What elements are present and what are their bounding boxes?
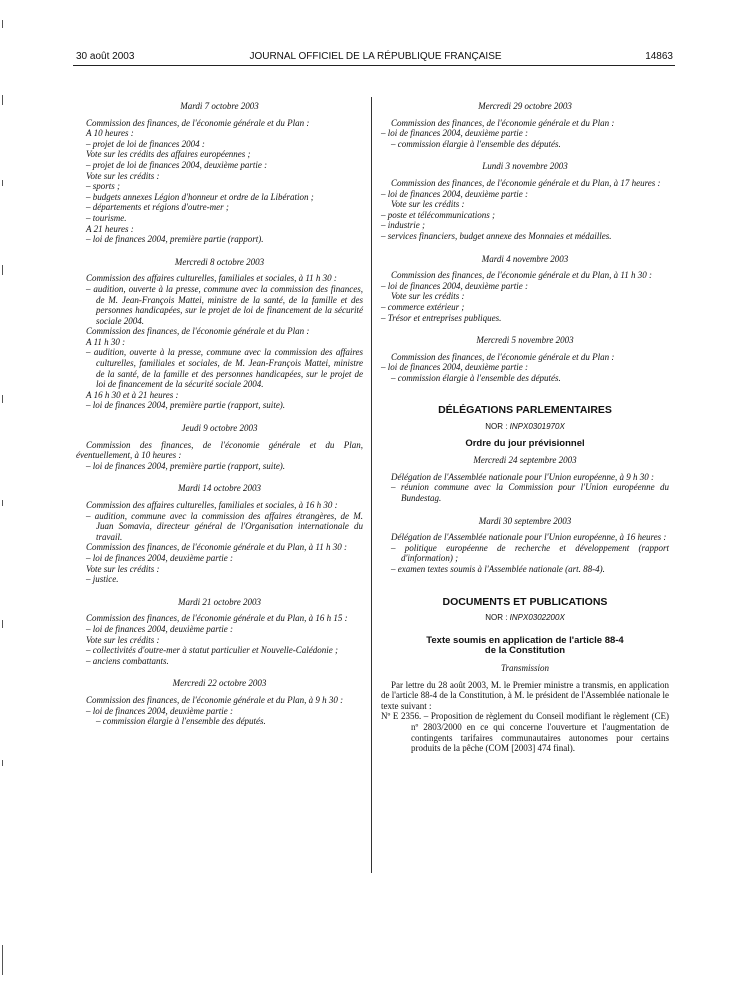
delegation-line: Délégation de l'Assemblée nationale pour l'Union européenne, à 16 heures : (391, 532, 667, 543)
right-column (381, 101, 669, 754)
agenda-item: – poste et télécommunications ; (381, 209, 495, 220)
section-date: Mercredi 22 octobre 2003 (172, 678, 267, 689)
agenda-item: – audition, ouverte à la presse, commune avec la commission des affaires culturelles, familiales et sociales, de M. Jean-François Mattei, ministre de la santé, de la famille et des personnes handicapées, sur le projet de loi de financement de la sécurité sociale 2004. (86, 347, 363, 390)
agenda-item: – commission élargie à l'ensemble des députés. (391, 372, 561, 383)
journal-title: JOURNAL OFFICIEL DE LA RÉPUBLIQUE FRANÇAISE (249, 51, 502, 62)
vote-line: Vote sur les crédits : (391, 291, 465, 302)
nor-reference: NOR : INPX0302200X (485, 613, 565, 623)
delegation-line: Délégation de l'Assemblée nationale pour l'Union européenne, à 9 h 30 : (391, 471, 654, 482)
agenda-item: – commerce extérieur ; (381, 301, 465, 312)
commission-line: Commission des finances, de l'économie générale et du Plan, à 16 h 15 : (86, 613, 348, 624)
agenda-item: – départements et régions d'outre-mer ; (86, 202, 229, 213)
documents-subheading: Texte soumis en application de l'article 88-4 de la Constitution (426, 634, 624, 657)
header-date: 30 août 2003 (76, 51, 135, 62)
commission-line: Commission des finances, de l'économie générale et du Plan : (86, 117, 310, 128)
section-date: Mercredi 24 septembre 2003 (473, 455, 577, 466)
section-date: Mercredi 5 novembre 2003 (476, 335, 574, 346)
left-column (76, 101, 363, 727)
column-divider (371, 97, 372, 873)
agenda-item: – projet de loi de finances 2004 : (86, 138, 205, 149)
agenda-item: – services financiers, budget annexe des Monnaies et médailles. (381, 230, 612, 241)
vote-line: Vote sur les crédits : (86, 170, 160, 181)
section-date: Mardi 7 octobre 2003 (180, 101, 259, 111)
agenda-item: – loi de finances 2004, deuxième partie : (381, 280, 528, 291)
vote-line: Vote sur les crédits des affaires européennes ; (86, 149, 251, 160)
agenda-item: – collectivités d'outre-mer à statut particulier et Nouvelle-Calédonie ; (86, 645, 339, 656)
agenda-item: – justice. (86, 574, 119, 585)
time-line: A 11 h 30 : (86, 336, 126, 347)
section-date: Mercredi 8 octobre 2003 (174, 256, 265, 267)
agenda-item: – loi de finances 2004, deuxième partie : (381, 362, 528, 373)
agenda-item: – loi de finances 2004, deuxième partie : (381, 188, 528, 199)
commission-line: Commission des finances, de l'économie générale et du Plan, à 17 heures : (391, 177, 661, 188)
commission-line: Commission des finances, de l'économie générale et du Plan, à 11 h 30 : (391, 270, 652, 281)
commission-line: Commission des affaires culturelles, familiales et sociales, à 11 h 30 : (86, 273, 337, 284)
vote-line: Vote sur les crédits : (86, 563, 160, 574)
agenda-item: – loi de finances 2004, première partie (rapport, suite). (86, 400, 286, 411)
commission-line: Commission des finances, de l'économie générale et du Plan, à 9 h 30 : (86, 694, 344, 705)
commission-line: Commission des finances, de l'économie générale et du Plan, à 11 h 30 : (86, 542, 347, 553)
agenda-item: – réunion commune avec la Commission pour l'Union européenne du Bundestag. (391, 482, 669, 504)
agenda-item: – loi de finances 2004, première partie (rapport). (86, 234, 264, 245)
delegations-heading: DÉLÉGATIONS PARLEMENTAIRES (438, 404, 612, 417)
agenda-item: – loi de finances 2004, deuxième partie : (86, 552, 233, 563)
agenda-item: – loi de finances 2004, deuxième partie : (86, 705, 233, 716)
agenda-item: – sports ; (86, 181, 121, 192)
commission-line: Commission des affaires culturelles, familiales et sociales, à 16 h 30 : (86, 500, 338, 510)
nor-reference: NOR : INPX0301970X (485, 422, 565, 432)
agenda-item: – audition, commune avec la commission des affaires étrangères, de M. Juan Somavia, directeur général de l'Organisation internationale du travail. (86, 510, 363, 542)
agenda-item: – anciens combattants. (86, 655, 169, 666)
agenda-item: – commission élargie à l'ensemble des députés. (391, 138, 561, 149)
section-date: Jeudi 9 octobre 2003 (181, 423, 258, 434)
transmission-label: Transmission (500, 662, 550, 673)
time-line: A 16 h 30 et à 21 heures : (86, 389, 179, 400)
agenda-item: – audition, ouverte à la presse, commune avec la commission des finances, de M. Jean-François Mattei, ministre de la santé, de la famille et des personnes handicapées, sur le projet de loi de financement de la sécurité sociale 2004. (86, 283, 363, 326)
agenda-item: – loi de finances 2004, deuxième partie : (86, 623, 233, 634)
commission-line: Commission des finances, de l'économie générale et du Plan, éventuellement, à 10 heures : (76, 439, 363, 461)
transmission-paragraph: Par lettre du 28 août 2003, M. le Premier ministre a transmis, en application de l'article 88-4 de la Constitution, à M. le président de l'Assemblée nationale le texte suivant : (381, 679, 669, 711)
time-line: A 10 heures : (86, 128, 134, 139)
commission-line: Commission des finances, de l'économie générale et du Plan : (391, 351, 615, 362)
agenda-item: – loi de finances 2004, première partie (rapport, suite). (86, 460, 286, 471)
agenda-subheading: Ordre du jour prévisionnel (465, 437, 585, 449)
section-date: Mardi 14 octobre 2003 (177, 483, 262, 494)
section-date: Mardi 21 octobre 2003 (177, 596, 262, 607)
agenda-item: – commission élargie à l'ensemble des députés. (96, 716, 266, 727)
section-date: Lundi 3 novembre 2003 (482, 161, 568, 172)
agenda-item: – projet de loi de finances 2004, deuxième partie : (86, 159, 268, 170)
agenda-item: – tourisme. (86, 212, 127, 223)
documents-heading: DOCUMENTS ET PUBLICATIONS (442, 595, 608, 608)
section-date: Mardi 4 novembre 2003 (481, 253, 569, 264)
commission-line: Commission des finances, de l'économie générale et du Plan : (391, 117, 615, 128)
agenda-item: – budgets annexes Légion d'honneur et ordre de la Libération ; (86, 191, 314, 202)
agenda-item: – Trésor et entreprises publiques. (381, 312, 502, 323)
document-entry: Nº E 2356. – Proposition de règlement du Conseil modifiant le règlement (CE) nº 2803/2000 en ce qui concerne l'ouverture et l'augmentation de contingents tarifaires communautaires autonomes pour certains produits de la pêche (COM [2003] 474 final). (381, 711, 669, 754)
page-number: 14863 (645, 51, 673, 62)
commission-line: Commission des finances, de l'économie générale et du Plan : (86, 326, 310, 337)
time-line: A 21 heures : (86, 223, 134, 234)
section-date: Mercredi 29 octobre 2003 (478, 101, 572, 111)
vote-line: Vote sur les crédits : (86, 634, 160, 645)
agenda-item: – industrie ; (381, 220, 425, 231)
header-rule (73, 65, 675, 66)
agenda-item: – examen textes soumis à l'Assemblée nationale (art. 88-4). (391, 564, 605, 574)
vote-line: Vote sur les crédits : (391, 199, 465, 210)
agenda-item: – loi de finances 2004, deuxième partie : (381, 128, 528, 139)
agenda-item: – politique européenne de recherche et développement (rapport d'information) ; (391, 542, 669, 564)
section-date: Mardi 30 septembre 2003 (478, 515, 572, 526)
